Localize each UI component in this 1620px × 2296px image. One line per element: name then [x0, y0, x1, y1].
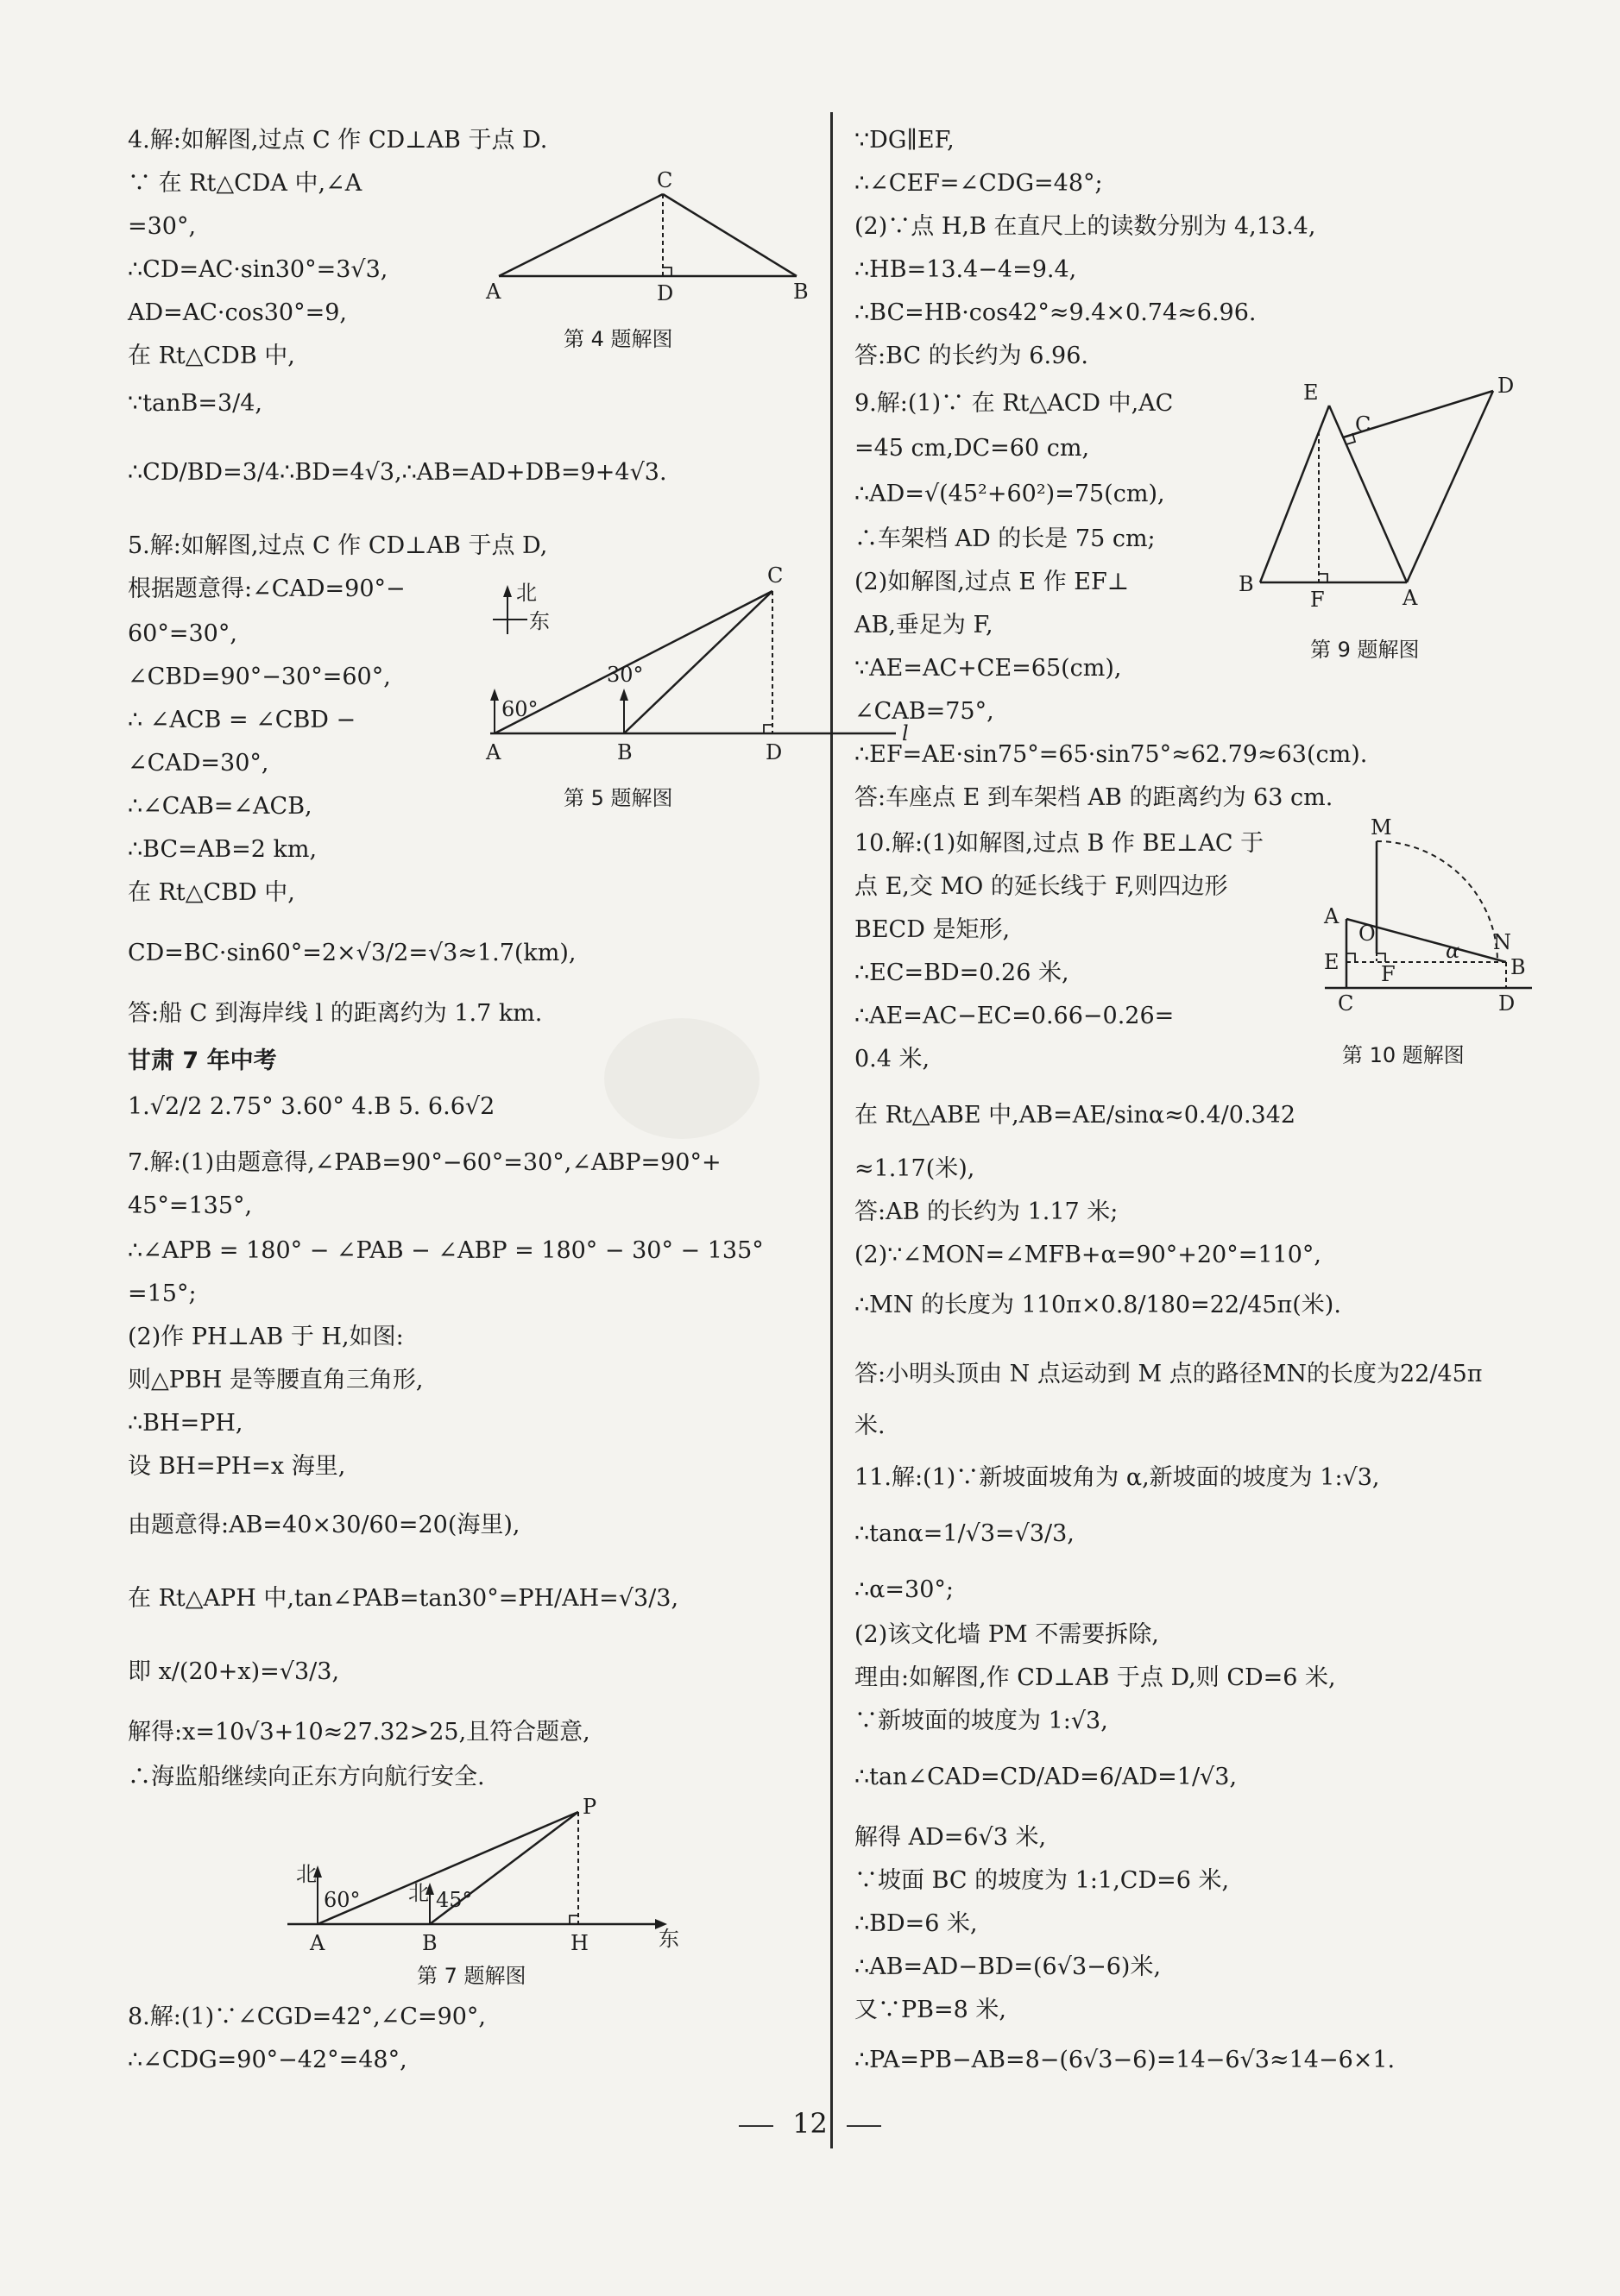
q10-caption: 第 10 题解图 — [1342, 1043, 1465, 1067]
q8-line-2: ∴∠CDG=90°−42°=48°, — [128, 2047, 407, 2073]
label-f: F — [1310, 588, 1325, 612]
label-c: C — [1355, 412, 1371, 437]
q5-line-4: ∠CBD=90°−30°=60°, — [128, 664, 391, 690]
q4-line-2: ∵ 在 Rt△CDA 中,∠A — [128, 170, 362, 197]
q11-line-8: 解得 AD=6√3 米, — [854, 1824, 1047, 1851]
q10-line-10: (2)∵∠MON=∠MFB+α=90°+20°=110°, — [854, 1242, 1321, 1268]
q7-line-3: ∴∠APB = 180° − ∠PAB − ∠ABP = 180° − 30° − 135° — [128, 1237, 764, 1264]
label-d: D — [1497, 374, 1515, 398]
q11-line-10: ∴BD=6 米, — [854, 1910, 978, 1937]
q11-line-2: ∴tanα=1/√3=√3/3, — [854, 1520, 1075, 1547]
label-c: C — [767, 563, 784, 588]
q9-line-9: ∴EF=AE·sin75°=65·sin75°≈62.79≈63(cm). — [854, 741, 1368, 768]
label-b: B — [793, 280, 809, 304]
q5-line-8: ∴BC=AB=2 km, — [128, 836, 318, 863]
q9-line-1: 9.解:(1)∵ 在 Rt△ACD 中,AC — [854, 390, 1174, 417]
q11-line-3: ∴α=30°; — [854, 1576, 954, 1603]
q5-line-2: 根据题意得:∠CAD=90°− — [128, 576, 406, 602]
q8-line-1: 8.解:(1)∵∠CGD=42°,∠C=90°, — [128, 2003, 487, 2030]
label-b: B — [422, 1931, 438, 1955]
q4-caption: 第 4 题解图 — [564, 327, 673, 351]
q10-line-4: ∴EC=BD=0.26 米, — [854, 959, 1069, 986]
q7-caption: 第 7 题解图 — [417, 1964, 526, 1988]
q10-line-11: ∴MN 的长度为 110π×0.8/180=22/45π(米). — [854, 1292, 1341, 1318]
q9-line-4: ∴车架档 AD 的长是 75 cm; — [854, 525, 1156, 552]
q7-line-7: ∴BH=PH, — [128, 1410, 243, 1437]
q8b-line-5: ∴BC=HB·cos42°≈9.4×0.74≈6.96. — [854, 299, 1257, 326]
column-divider — [830, 112, 833, 2148]
label-d: D — [657, 281, 674, 305]
q9-line-8: ∠CAB=75°, — [854, 698, 994, 725]
label-b: B — [617, 740, 633, 764]
label-c: C — [657, 168, 673, 192]
q4-line-1: 4.解:如解图,过点 C 作 CD⊥AB 于点 D. — [128, 127, 548, 154]
q10-line-12: 答:小明头顶由 N 点运动到 M 点的路径MN的长度为22/45π — [854, 1361, 1483, 1387]
q7-line-10: 在 Rt△APH 中,tan∠PAB=tan30°=PH/AH=√3/3, — [128, 1585, 679, 1612]
q8b-line-4: ∴HB=13.4−4=9.4, — [854, 256, 1077, 283]
q11-line-11: ∴AB=AD−BD=(6√3−6)米, — [854, 1953, 1162, 1980]
q9-line-6: AB,垂足为 F, — [854, 612, 993, 638]
q9-line-10: 答:车座点 E 到车架档 AB 的距离约为 63 cm. — [854, 784, 1333, 811]
label-e: E — [1324, 950, 1339, 974]
label-angle-45: 45° — [436, 1888, 473, 1912]
q9-caption: 第 9 题解图 — [1310, 638, 1420, 662]
q11-line-5: 理由:如解图,作 CD⊥AB 于点 D,则 CD=6 米, — [854, 1664, 1336, 1691]
label-d: D — [766, 740, 783, 764]
q5-caption: 第 5 题解图 — [564, 786, 673, 810]
dash-right — [847, 2125, 881, 2127]
q10-line-5: ∴AE=AC−EC=0.66−0.26= — [854, 1003, 1175, 1029]
label-h: H — [570, 1931, 589, 1955]
q11-line-6: ∵新坡面的坡度为 1:√3, — [854, 1708, 1108, 1734]
q10-line-6: 0.4 米, — [854, 1046, 930, 1073]
q5-line-7: ∴∠CAB=∠ACB, — [128, 793, 312, 820]
q5-line-5: ∴ ∠ACB = ∠CBD − — [128, 707, 356, 733]
q9-line-3: ∴AD=√(45²+60²)=75(cm), — [854, 481, 1165, 507]
q11-line-13: ∴PA=PB−AB=8−(6√3−6)=14−6√3≈14−6×1. — [854, 2047, 1396, 2073]
label-d: D — [1498, 991, 1516, 1016]
q10-line-9: 答:AB 的长约为 1.17 米; — [854, 1198, 1119, 1225]
q7-line-6: 则△PBH 是等腰直角三角形, — [128, 1367, 424, 1393]
q7-line-12: 解得:x=10√3+10≈27.32>25,且符合题意, — [128, 1719, 590, 1746]
label-c: C — [1338, 991, 1354, 1016]
label-north: 北 — [516, 581, 537, 605]
q11-line-7: ∴tan∠CAD=CD/AD=6/AD=1/√3, — [854, 1764, 1238, 1790]
q10-line-3: BECD 是矩形, — [854, 916, 1011, 943]
label-b: B — [1510, 955, 1526, 979]
background-stain — [604, 1018, 760, 1139]
q4-line-3: =30°, — [128, 213, 197, 240]
page-number-text: 12 — [792, 2107, 828, 2140]
q8b-line-6: 答:BC 的长约为 6.96. — [854, 343, 1088, 369]
section-title: 甘肃 7 年中考 — [128, 1047, 277, 1074]
figure-q7 — [279, 1795, 684, 1959]
label-a: A — [486, 740, 501, 764]
q5-line-1: 5.解:如解图,过点 C 作 CD⊥AB 于点 D, — [128, 532, 548, 559]
q7-line-2: 45°=135°, — [128, 1192, 253, 1219]
q11-line-4: (2)该文化墙 PM 不需要拆除, — [854, 1621, 1159, 1648]
q8b-line-3: (2)∵点 H,B 在直尺上的读数分别为 4,13.4, — [854, 213, 1316, 240]
q4-line-6: 在 Rt△CDB 中, — [128, 343, 295, 369]
q10-line-8: ≈1.17(米), — [854, 1155, 975, 1182]
q10-line-7: 在 Rt△ABE 中,AB=AE/sinα≈0.4/0.342 — [854, 1102, 1296, 1129]
q7-line-13: ∴海监船继续向正东方向航行安全. — [128, 1764, 485, 1790]
label-n: N — [1493, 930, 1511, 954]
label-east: 东 — [529, 609, 550, 633]
q9-line-7: ∵AE=AC+CE=65(cm), — [854, 655, 1122, 682]
q10-line-13: 米. — [854, 1412, 886, 1439]
label-a: A — [1403, 586, 1418, 610]
q4-line-8: ∴CD/BD=3/4∴BD=4√3,∴AB=AD+DB=9+4√3. — [128, 459, 667, 486]
q7-line-9: 由题意得:AB=40×30/60=20(海里), — [128, 1512, 520, 1538]
q8b-line-1: ∵DG∥EF, — [854, 127, 955, 154]
q7-line-11: 即 x/(20+x)=√3/3, — [128, 1658, 340, 1685]
q7-line-4: =15°; — [128, 1280, 197, 1307]
label-l: l — [902, 721, 909, 745]
label-b: B — [1239, 572, 1254, 596]
label-a: A — [1324, 904, 1339, 928]
dash-left — [739, 2125, 773, 2127]
q9-line-5: (2)如解图,过点 E 作 EF⊥ — [854, 569, 1130, 595]
figure-q10 — [1312, 815, 1545, 1014]
q8b-line-2: ∴∠CEF=∠CDG=48°; — [854, 170, 1103, 197]
q4-line-4: ∴CD=AC·sin30°=3√3, — [128, 256, 388, 283]
label-north-1: 北 — [296, 1862, 317, 1886]
q7-line-8: 设 BH=PH=x 海里, — [128, 1453, 346, 1480]
q4-line-5: AD=AC·cos30°=9, — [128, 299, 347, 326]
label-angle-60: 60° — [324, 1888, 361, 1912]
page-number — [0, 2107, 1620, 2140]
label-p: P — [583, 1795, 597, 1819]
q7-line-5: (2)作 PH⊥AB 于 H,如图: — [128, 1324, 404, 1350]
label-angle-30: 30° — [607, 663, 644, 687]
q9-line-2: =45 cm,DC=60 cm, — [854, 435, 1090, 462]
label-alpha: α — [1446, 939, 1460, 963]
label-north-2: 北 — [408, 1881, 429, 1905]
q10-line-2: 点 E,交 MO 的延长线于 F,则四边形 — [854, 873, 1228, 900]
q11-line-9: ∵坡面 BC 的坡度为 1:1,CD=6 米, — [854, 1867, 1230, 1894]
label-m: M — [1371, 815, 1392, 840]
figure-q9 — [1234, 374, 1519, 612]
answers-line: 1.√2/2 2.75° 3.60° 4.B 5. 6.6√2 — [128, 1093, 495, 1120]
q7-line-1: 7.解:(1)由题意得,∠PAB=90°−60°=30°,∠ABP=90°+ — [128, 1149, 722, 1176]
q5-line-6: ∠CAD=30°, — [128, 750, 269, 777]
q5-line-9: 在 Rt△CBD 中, — [128, 879, 295, 906]
label-east: 东 — [659, 1927, 679, 1951]
q5-line-11: 答:船 C 到海岸线 l 的距离约为 1.7 km. — [128, 1000, 543, 1027]
label-f: F — [1381, 962, 1396, 986]
q11-line-12: 又∵PB=8 米, — [854, 1997, 1006, 2023]
q11-line-1: 11.解:(1)∵新坡面坡角为 α,新坡面的坡度为 1:√3, — [854, 1464, 1380, 1491]
q4-line-7: ∵tanB=3/4, — [128, 390, 263, 417]
q5-line-10: CD=BC·sin60°=2×√3/2=√3≈1.7(km), — [128, 940, 577, 966]
label-e: E — [1303, 381, 1319, 405]
label-a: A — [486, 280, 501, 304]
q10-line-1: 10.解:(1)如解图,过点 B 作 BE⊥AC 于 — [854, 830, 1264, 857]
label-o: O — [1358, 922, 1376, 946]
label-a: A — [310, 1931, 325, 1955]
q5-line-3: 60°=30°, — [128, 620, 237, 647]
label-angle-60: 60° — [501, 697, 539, 721]
